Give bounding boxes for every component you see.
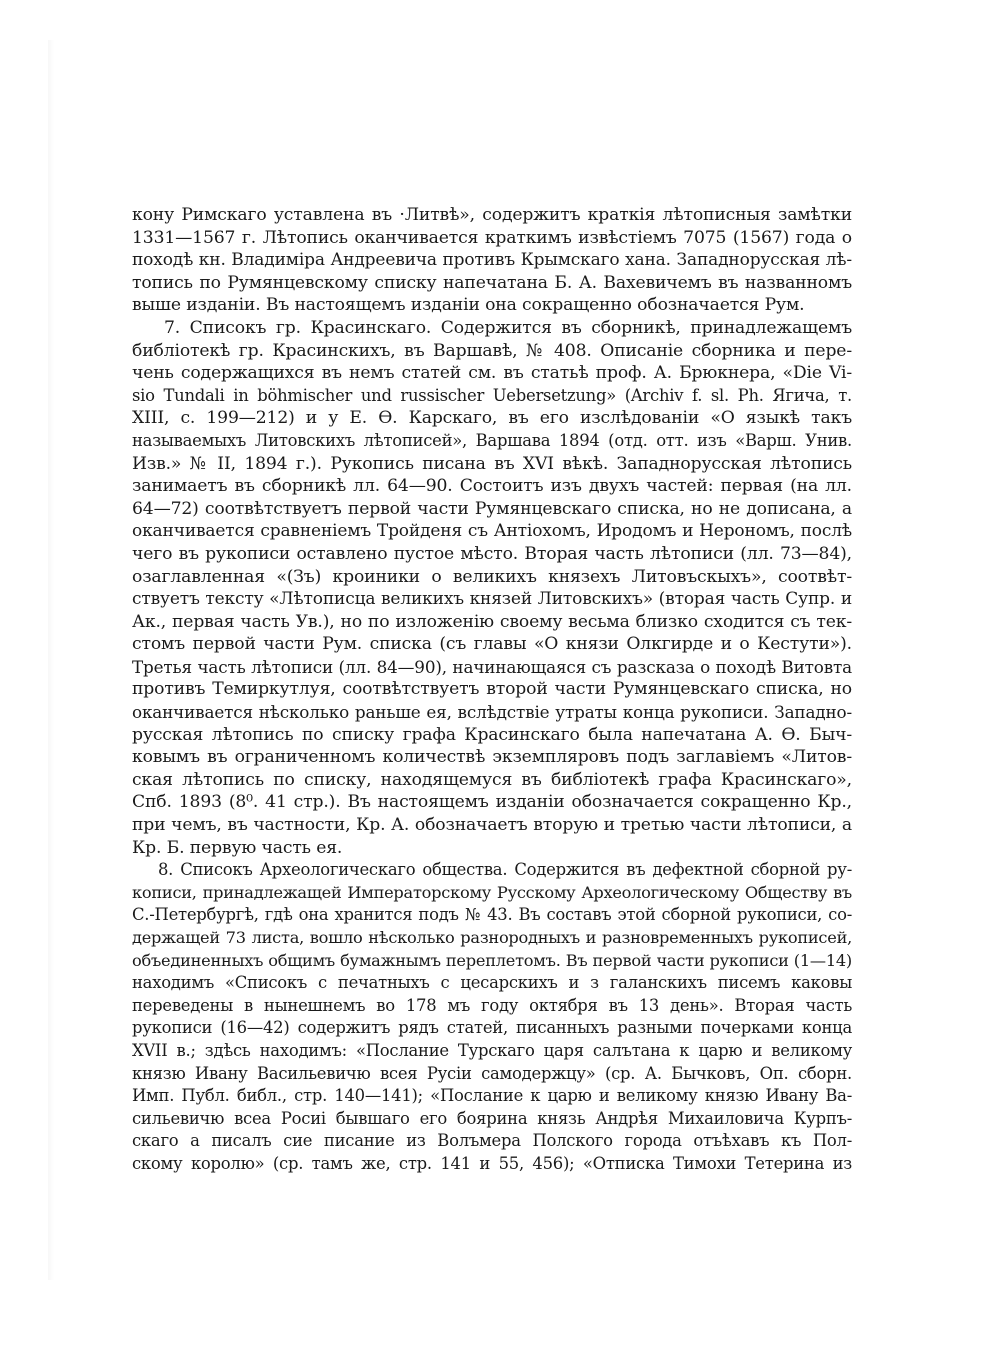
text-line: ковымъ въ ограниченномъ количествѣ экземпляровъ подъ заглавіемъ «Литов- <box>132 747 852 768</box>
text-line: ствуетъ тексту «Лѣтописца великихъ князей Литовскихъ» (вторая часть Супр. и <box>132 589 852 610</box>
text-line: оканчивается нѣсколько раньше ея, вслѣдствіе утраты конца рукописи. Западно- <box>132 702 852 723</box>
paragraph-section-7 <box>132 317 852 859</box>
text-line: рукописи (16—42) содержитъ рядъ статей, писанныхъ разными почерками конца <box>132 1018 852 1038</box>
text-line: С.-Петербургѣ, гдѣ она хранится подъ № 43. Въ составъ этой сборной рукописи, со- <box>132 905 852 925</box>
text-line: князю Ивану Васильевичю всея Русіи самодержцу» (ср. А. Бычковъ, Оп. сборн. <box>132 1063 852 1083</box>
text-line: занимаетъ въ сборникѣ лл. 64—90. Состоитъ изъ двухъ частей: первая (на лл. <box>132 476 852 497</box>
text-line: сильевичю всеа Росиі бывшаго его боярина князь Андрѣя Михаиловича Курпъ- <box>132 1108 852 1128</box>
text-line: скаго а писалъ сие писание из Волъмера Полского города отъѣхавъ къ Пол- <box>132 1131 852 1151</box>
text-line: Изв.» № II, 1894 г.). Рукопись писана въ XVI вѣкѣ. Западнорусская лѣтопись <box>132 453 852 474</box>
text-line: XIII, с. 199—212) и у Е. Ѳ. Карскаго, въ его изслѣдованіи «О языкѣ такъ <box>132 408 852 429</box>
text-line: кону Римскаго уставлена въ ·Литвѣ», содержитъ краткія лѣтописныя замѣтки <box>132 205 852 225</box>
text-line: XVII в.; здѣсь находимъ: «Послание Турскаго царя салътана к царю и великому <box>132 1040 852 1060</box>
text-line: держащей 73 листа, вошло нѣсколько разнородныхъ и разновременныхъ рукописей, <box>132 928 852 947</box>
text-line: скому королю» (ср. тамъ же, стр. 141 и 55, 456); «Отписка Тимохи Тетерина из <box>132 1153 852 1173</box>
text-line: кописи, принадлежащей Императорскому Русскому Археологическому Обществу въ <box>132 882 852 902</box>
paragraph-continued <box>132 204 852 317</box>
text-line: sio Tundali in böhmischer und russischer Uebersetzung» (Archiv f. sl. Ph. Ягича, т. <box>132 385 852 405</box>
page-text <box>132 204 852 1176</box>
text-line: походѣ кн. Владиміра Андреевича противъ Крымскаго хана. Западнорусская лѣ- <box>132 250 852 271</box>
text-line: библіотекѣ гр. Красинскихъ, въ Варшавѣ, № 408. Описаніе сборника и пере- <box>132 340 852 361</box>
text-line: 7. Списокъ гр. Красинскаго. Содержится въ сборникѣ, принадлежащемъ <box>164 317 852 338</box>
text-line: находимъ «Списокъ с печатныхъ с цесарскихъ и з галанскихъ писемъ каковы <box>132 973 852 993</box>
text-line: русская лѣтопись по списку графа Красинскаго была напечатана А. Ѳ. Быч- <box>132 724 852 745</box>
text-line: выше изданіи. Въ настоящемъ изданіи она сокращенно обозначается Рум. <box>132 295 805 316</box>
text-line: Кр. Б. первую часть ея. <box>132 837 343 858</box>
text-line: Имп. Публ. библ., стр. 140—141); «Послание к царю и великому князю Ивану Ва- <box>132 1086 852 1106</box>
text-line: переведены в нынешнемъ во 178 мъ году октября въ 13 день». Вторая часть <box>132 995 852 1015</box>
text-line: оканчивается сравненіемъ Тройденя съ Антіохомъ, Иродомъ и Нерономъ, послѣ <box>132 521 852 542</box>
text-line: Ак., первая часть Ув.), но по изложенію своему весьма близко сходится съ тек- <box>132 611 852 632</box>
text-line: при чемъ, въ частности, Кр. А. обозначаетъ вторую и третью части лѣтописи, а <box>132 815 852 836</box>
text-line: озаглавленная «(Зъ) кроиники о великихъ князехъ Литовъскыхъ», соотвѣт- <box>132 566 852 587</box>
text-line: Третья часть лѣтописи (лл. 84—90), начинающаяся съ разсказа о походѣ Витовта <box>132 656 852 677</box>
paragraph-section-8 <box>132 859 852 1175</box>
text-line: объединенныхъ общимъ бумажнымъ переплетомъ. Въ первой части рукописи (1—14) <box>132 950 852 970</box>
text-line: Спб. 1893 (8⁰. 41 стр.). Въ настоящемъ изданіи обозначается сокращенно Кр., <box>132 792 852 813</box>
text-line: 64—72) соотвѣтствуетъ первой части Румянцевскаго списка, но не дописана, а <box>132 498 852 519</box>
text-line: чего въ рукописи оставлено пустое мѣсто. Вторая часть лѣтописи (лл. 73—84), <box>132 543 852 564</box>
text-line: чень содержащихся въ немъ статей см. въ статьѣ проф. А. Брюкнера, «Die Vi- <box>132 363 852 384</box>
text-line: называемыхъ Литовскихъ лѣтописей», Варшава 1894 (отд. отт. изъ «Варш. Унив. <box>132 430 852 450</box>
text-line: стомъ первой части Рум. списка (съ главы «О князи Олкгирде и о Кестути»). <box>132 634 852 655</box>
text-line: ская лѣтопись по списку, находящемуся въ библіотекѣ графа Красинскаго», <box>132 769 852 790</box>
page-edge-shadow <box>48 40 54 1280</box>
text-line: 8. Списокъ Археологическаго общества. Содержится въ дефектной сборной ру- <box>158 860 852 880</box>
text-line: противъ Темиркутлуя, соотвѣтствуетъ второй части Румянцевскаго списка, но <box>132 679 852 700</box>
text-line: топись по Румянцевскому списку напечатана Б. А. Вахевичемъ въ названномъ <box>132 272 852 293</box>
text-line: 1331—1567 г. Лѣтопись оканчивается краткимъ извѣстіемъ 7075 (1567) года о <box>132 227 852 248</box>
